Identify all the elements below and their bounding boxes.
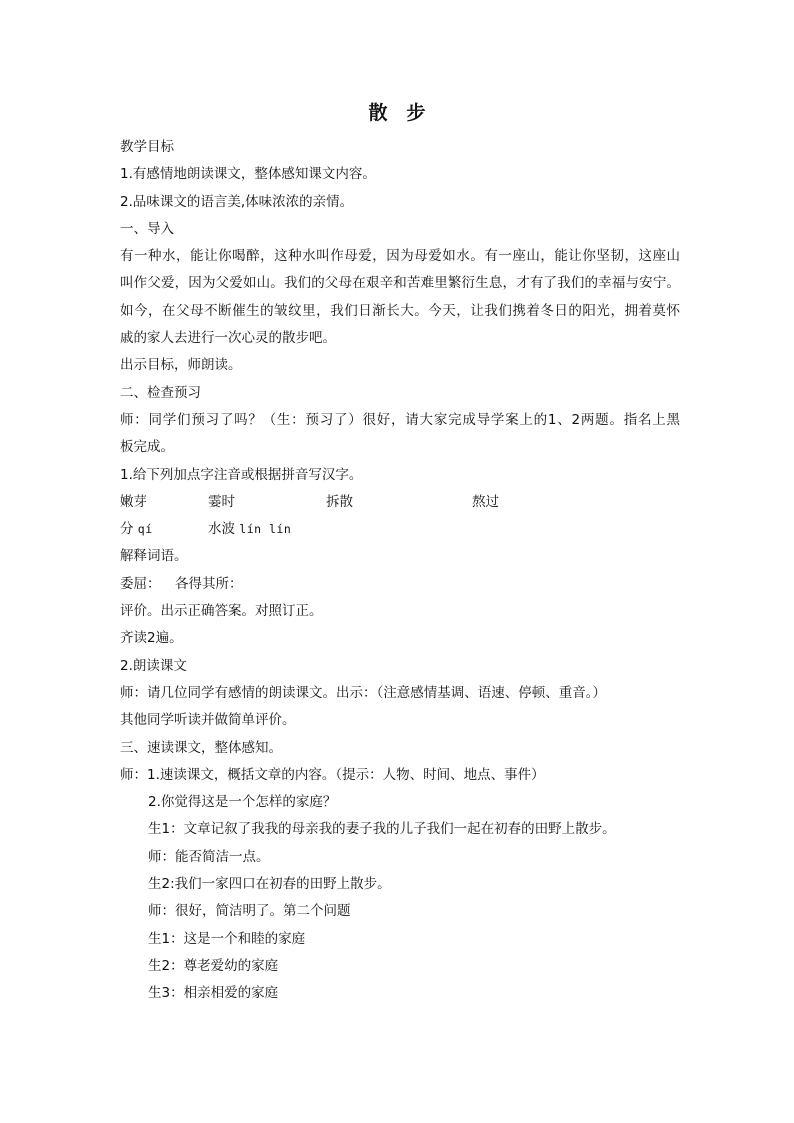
word-row (120, 516, 680, 543)
paragraph: 评价。出示正确答案。对照订正。 (120, 603, 323, 620)
dialogue-line: 生1：这是一个和睦的家庭 (148, 930, 306, 947)
pinyin-item (120, 516, 208, 543)
pinyin-item (208, 516, 291, 543)
document-body (120, 134, 680, 1008)
word-item: 委屈： (120, 575, 161, 592)
dialogue-line: 师：能否简洁一点。 (148, 848, 270, 865)
word-item: 霎时 (208, 493, 235, 510)
task-item: 1.给下列加点字注音或根据拼音写汉字。 (120, 466, 363, 483)
teacher-line: 师：同学们预习了吗？（生：预习了）很好，请大家完成导学案上的1、2两题。指名上黑 (120, 411, 680, 428)
teacher-line: 板完成。 (120, 439, 174, 456)
question-item: 2.你觉得这是一个怎样的家庭？ (148, 794, 337, 811)
intro-paragraph-line: 如今，在父母不断催生的皱纹里，我们日渐长大。今天，让我们携着冬日的阳光，拥着莫怀 (120, 302, 680, 319)
intro-paragraph-line: 叫作父爱，因为父爱如山。我们的父母在艰辛和苦难里繁衍生息，才有了我们的幸福与安宁。 (120, 275, 680, 292)
pinyin-text: lín lín (239, 522, 292, 537)
dialogue-line: 生2：尊老爱幼的家庭 (148, 957, 279, 974)
word-row (120, 571, 680, 598)
dialogue-line: 生1：文章记叙了我我的母亲我的妻子我的儿子我们一起在初春的田野上散步。 (148, 821, 616, 838)
dialogue-line: 生2:我们一家四口在初春的田野上散步。 (148, 876, 391, 893)
paragraph: 齐读2遍。 (120, 630, 183, 647)
word-item: 拆散 (326, 493, 353, 510)
word-char: 分 (120, 521, 134, 538)
page-title: 散 步 (368, 102, 426, 124)
intro-paragraph-line: 有一种水，能让你喝醉，这种水叫作母爱，因为母爱如水。有一座山，能让你坚韧，这座山 (120, 248, 680, 265)
section-heading: 三、速读课文，整体感知。 (120, 739, 282, 756)
pinyin-text: qí (137, 522, 153, 537)
word-item: 熬过 (472, 493, 499, 510)
word-item: 各得其所： (175, 575, 243, 592)
intro-paragraph-line: 戚的家人去进行一次心灵的散步吧。 (120, 330, 336, 347)
word-item: 嫩芽 (120, 493, 147, 510)
section-heading: 二、检查预习 (120, 384, 201, 401)
dialogue-line: 生3：相亲相爱的家庭 (148, 985, 279, 1002)
goal-item: 2.品味课文的语言美,体味浓浓的亲情。 (120, 193, 354, 210)
word-row (120, 489, 680, 516)
section-heading: 一、导入 (120, 220, 174, 237)
task-item: 2.朗读课文 (120, 657, 187, 674)
word-char: 水波 (208, 521, 235, 538)
paragraph: 解释词语。 (120, 548, 188, 565)
goal-item: 1.有感情地朗读课文，整体感知课文内容。 (120, 166, 376, 183)
dialogue-line: 师：很好，简洁明了。第二个问题 (148, 903, 351, 920)
teacher-line: 师：1.速读课文，概括文章的内容。（提示：人物、时间、地点、事件） (120, 766, 545, 783)
paragraph: 出示目标，师朗读。 (120, 357, 242, 374)
goals-heading: 教学目标 (120, 139, 174, 155)
paragraph: 其他同学听读并做简单评价。 (120, 712, 296, 729)
teacher-line: 师：请几位同学有感情的朗读课文。出示：（注意感情基调、语速、停顿、重音。） (120, 684, 606, 701)
